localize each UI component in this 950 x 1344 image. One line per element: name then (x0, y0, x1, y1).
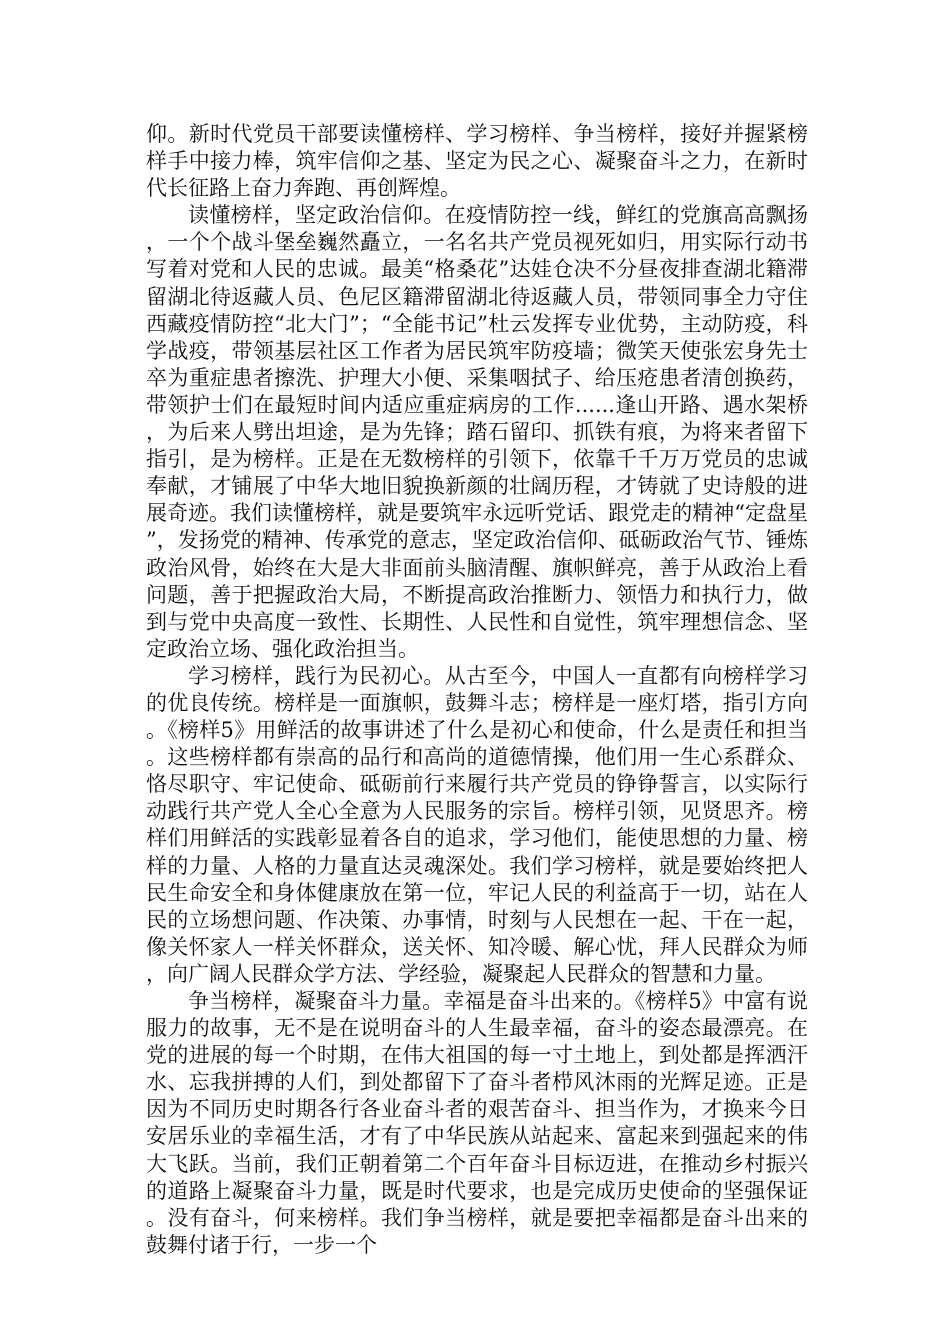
document-body (146, 121, 808, 1259)
paragraph-read-role-models: 读懂榜样，坚定政治信仰。在疫情防控一线，鲜红的党旗高高飘扬，一个个战斗堡垒巍然矗立，一名名共产党员视死如归，用实际行动书写着对党和人民的忠诚。最美“格桑花”达娃仓决不分昼夜排查湖北籍滞留湖北待返藏人员、色尼区籍滞留湖北待返藏人员，带领同事全力守住西藏疫情防控“北大门”；“全能书记”杜云发挥专业优势，主动防疫，科学战疫，带领基层社区工作者为居民筑牢防疫墙；微笑天使张宏身先士卒为重症患者擦洗、护理大小便、采集咽拭子、给压疮患者清创换药，带领护士们在最短时间内适应重症病房的工作......逢山开路、遇水架桥，为后来人劈出坦途，是为先锋；踏石留印、抓铁有痕，为将来者留下指引，是为榜样。正是在无数榜样的引领下，依靠千千万万党员的忠诚奉献，才铺展了中华大地旧貌换新颜的壮阔历程，才铸就了史诗般的进展奇迹。我们读懂榜样，就是要筑牢永远听党话、跟党走的精神“定盘星”，发扬党的精神、传承党的意志，坚定政治信仰、砥砺政治气节、锤炼政治风骨，始终在大是大非面前头脑清醒、旗帜鲜亮，善于从政治上看问题，善于把握政治大局，不断提高政治推断力、领悟力和执行力，做到与党中央高度一致性、长期性、人民性和自觉性，筑牢理想信念、坚定政治立场、强化政治担当。 (146, 203, 808, 661)
paragraph-strive-role-models: 争当榜样，凝聚奋斗力量。幸福是奋斗出来的。《榜样5》中富有说服力的故事，无不是在说明奋斗的人生最幸福，奋斗的姿态最漂亮。在党的进展的每一个时期，在伟大祖国的每一寸土地上，到处都是挥洒汗水、忘我拼搏的人们，到处都留下了奋斗者栉风沐雨的光辉足迹。正是因为不同历史时期各行各业奋斗者的艰苦奋斗、担当作为，才换来今日安居乐业的幸福生活，才有了中华民族从站起来、富起来到强起来的伟大飞跃。当前，我们正朝着第二个百年奋斗目标迈进，在推动乡村振兴的道路上凝聚奋斗力量，既是时代要求，也是完成历史使命的坚强保证。没有奋斗，何来榜样。我们争当榜样，就是要把幸福都是奋斗出来的鼓舞付诸于行，一步一个 (146, 989, 808, 1257)
paragraph-learn-role-models: 学习榜样，践行为民初心。从古至今，中国人一直都有向榜样学习的优良传统。榜样是一面旗帜，鼓舞斗志；榜样是一座灯塔，指引方向。《榜样5》用鲜活的故事讲述了什么是初心和使命，什么是责任和担当。这些榜样都有崇高的品行和高尚的道德情操，他们用一生心系群众、恪尽职守、牢记使命、砥砺前行来履行共产党员的铮铮誓言，以实际行动践行共产党人全心全意为人民服务的宗旨。榜样引领，见贤思齐。榜样们用鲜活的实践彰显着各自的追求，学习他们，能使思想的力量、榜样的力量、人格的力量直达灵魂深处。我们学习榜样，就是要始终把人民生命安全和身体健康放在第一位，牢记人民的利益高于一切，站在人民的立场想问题、作决策、办事情，时刻与人民想在一起、干在一起，像关怀家人一样关怀群众，送关怀、知冷暖、解心忧，拜人民群众为师，向广阔人民群众学方法、学经验，凝聚起人民群众的智慧和力量。 (146, 663, 808, 986)
paragraph-continuation: 仰。新时代党员干部要读懂榜样、学习榜样、争当榜样，接好并握紧榜样手中接力棒，筑牢信仰之基、坚定为民之心、凝聚奋斗之力，在新时代长征路上奋力奔跑、再创辉煌。 (146, 122, 808, 201)
